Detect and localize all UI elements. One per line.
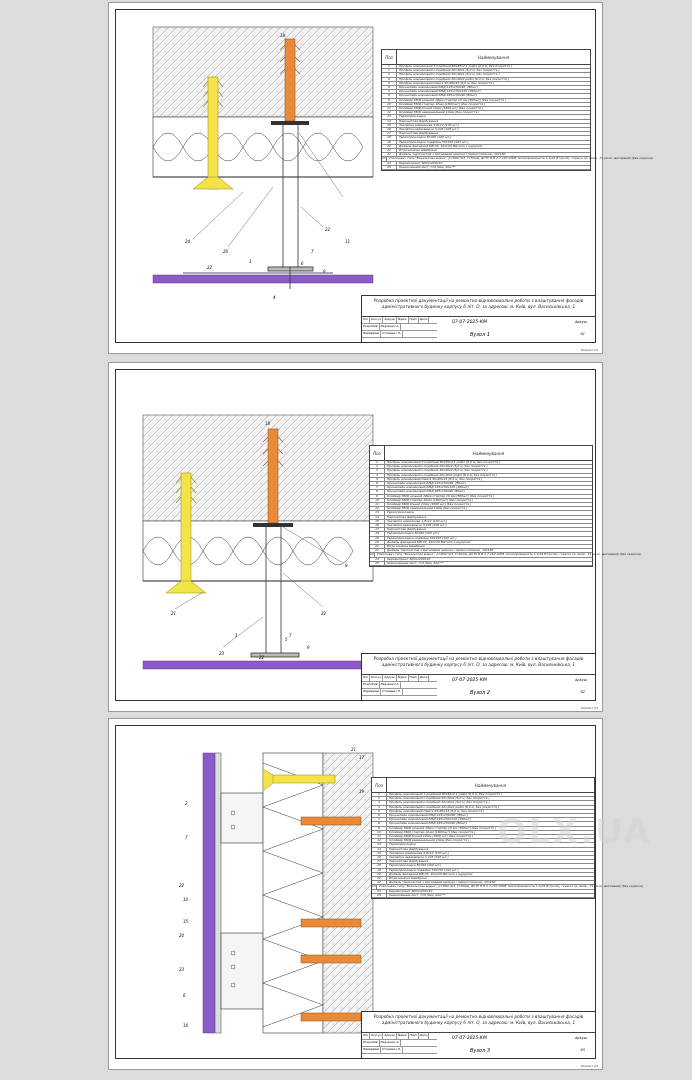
callout-label: 22 <box>259 655 265 660</box>
drawing-sheet-2 <box>108 362 642 712</box>
spec-row-number: 21 <box>382 149 397 152</box>
callout-label: 21 <box>351 747 357 752</box>
callout-label: 11 <box>345 239 351 244</box>
stamp-col: Кол.уч <box>371 317 382 321</box>
spec-row-name: Термопрокладка 50х60 (100 шт.) <box>389 863 442 868</box>
node-3-drawing <box>123 733 373 1033</box>
spec-row-number: 14 <box>372 848 387 851</box>
stamp-col: Підп <box>409 317 417 321</box>
callout-label: 7 <box>311 249 314 254</box>
spec-row-number: 1 <box>382 65 397 68</box>
spec-row-number: 11 <box>370 503 385 506</box>
spec-row-name: Профіль алюмінієвий L-подібний 20х40х2 рифл (6,0 м, без покриття ) <box>389 804 499 809</box>
callout-label: 18 <box>265 421 271 426</box>
spec-row-name: Профіль алюмінієвий Омега 50х85х15 (6,0 м, без покриття ) <box>399 80 495 85</box>
spec-row-name: Паронитова фарбування <box>399 118 439 123</box>
developed-label: Розробив <box>363 324 378 328</box>
watermark-logo: OLX.UA <box>497 812 652 852</box>
callout-label: 6 <box>301 261 304 266</box>
spec-row-name: Термопрокладка подвійна 50х150 (100 шт.) <box>389 867 459 872</box>
spec-row-name: Кляймер КМД стартер 10мм (1800 шт) (без покриття ) <box>387 497 474 502</box>
node-2-drawing <box>123 377 373 667</box>
spec-row-name: Дюбель тарілчастий з металевим цвяхом і термоголовкою, 10х160 <box>389 880 496 885</box>
spec-row-name: Профіль алюмінієвий L-подібний 20х40х2 (6,0 м, без покриття ) <box>399 68 500 73</box>
spec-row <box>370 562 592 566</box>
callout-label: 20 <box>223 249 229 254</box>
spec-row-name: Паронитова фарбування <box>387 514 427 519</box>
callout-label: 6 <box>183 993 186 998</box>
spec-row-name: Кляймер КМД стартер 10мм (1800 шт) (без покриття ) <box>399 101 486 106</box>
spec-row-name: Кляймер КМД бічний 10мм (1800 шт) (без покриття ) <box>399 106 484 111</box>
drawing-sheet-3 <box>108 718 644 1070</box>
spec-row-number: 19 <box>372 869 387 872</box>
spec-row-number: 22 <box>372 881 387 884</box>
callout-label: 10 <box>183 897 189 902</box>
callout-label: 9 <box>307 645 310 650</box>
spec-row-number: 14 <box>382 120 397 123</box>
doc-code: 07-07-2025-КМ <box>452 678 487 683</box>
spec-row-name: Профіль алюмінієвий Т-подібний 80х55х2,1 рифл (6,0 м, без покриття ) <box>399 64 513 68</box>
spec-row-name: Профіль алюмінієвий L-подібний 20х40х2 рифл (6,0 м, без покриття ) <box>387 472 497 477</box>
spec-row-name: Дюбель фасадний МВ-33, 10х120 Металл з шурупом <box>387 539 471 544</box>
sheet-number: 63 <box>580 1048 585 1052</box>
spec-row-number: 15 <box>370 520 385 523</box>
project-title: Розробка проектної документації на ремонтно-відновлювальні роботи з влаштування фасадів адміністративного будинку корпусу 6 літ. О, за адресою: м. Київ, вул. Васильківська, 1 <box>373 1014 584 1025</box>
callout-label: 23 <box>179 967 185 972</box>
spec-row-name: Кронштейн алюмінієвий КМД 145х150х90, (80шт) <box>389 813 468 818</box>
callout-label: 21 <box>171 611 177 616</box>
spec-row-name: Термопрокладка <box>389 842 416 847</box>
spec-row-number: 18 <box>382 136 397 139</box>
stamp-table <box>362 1032 437 1054</box>
spec-row-name: Кляймер КМД бічний 10мм (1800 шт) (без покриття ) <box>387 502 472 507</box>
spec-row-number: 3 <box>382 73 397 76</box>
spec-name-header: Найменування <box>478 54 509 60</box>
spec-row-name: Керамограніт 600х1200х10 <box>387 556 431 561</box>
node-title: Вузол 2 <box>470 690 491 696</box>
spec-name-header: Найменування <box>473 450 504 456</box>
checked-label: Перевірив <box>363 331 380 335</box>
spec-row-number: 6 <box>372 814 387 817</box>
spec-row-name: Термопрокладка 50х60 (100 шт.) <box>387 531 440 536</box>
spec-row-name: Утеплювач типу "Базальтова вовна", р=80кг/м3, t=50мм, ДСТУ Б В.2.7-167:2008 теплопровідність λ 0,04 Вт/(м•К), горюча гр. випр. -Т1 розп. (вогневий) (без окраски) <box>376 552 642 557</box>
spec-row-name: Профіль алюмінієвий L-подібний 20х40х2 (6,0 м, без покриття ) <box>387 464 488 469</box>
developer-name: Радченко А. <box>380 324 400 328</box>
spec-row-name: Заклепка нержавіюча 3,2х8 (100 шт.) <box>389 855 449 860</box>
spec-row-number: 7 <box>370 486 385 489</box>
sheet-number: 62 <box>580 690 585 694</box>
stamp-table <box>362 316 437 338</box>
sheet-number: 61 <box>580 332 585 336</box>
spec-row-number: 19 <box>370 537 385 540</box>
spec-rows <box>370 460 642 566</box>
spec-row-name: Кронштейн алюмінієвий КМД 185х150х90 (80шт) <box>387 489 465 494</box>
spec-row-number: 20 <box>370 541 385 544</box>
spec-row-number: 7 <box>382 90 397 93</box>
spec-row-number: 8 <box>370 490 385 493</box>
spec-row-number: 17 <box>372 860 387 863</box>
spec-row-name: Паронитове фарбування <box>399 131 439 136</box>
spec-row-name: Кляймер КМД завершальний 10мм (без покриття ) <box>399 110 480 115</box>
spec-row-name: Кляймер КМД цільний 18мм стартер 10 мм (500шт) (без покриття ) <box>399 97 507 102</box>
spec-row-name: Термопрокладка <box>387 510 414 515</box>
spec-row-number: 12 <box>382 111 397 114</box>
spec-row-name: Дюбель фасадний МВ-33, 10х120 Металл з шурупом <box>399 143 483 148</box>
spec-row-name: Кляймер КМД цільний 18мм стартер 10 мм (500шт) (без покриття ) <box>387 493 495 498</box>
spec-row-name: Керамограніт 600х1200х10 <box>389 888 433 893</box>
spec-row-name: Паронитове фарбування <box>387 527 427 532</box>
stamp-col: Дата <box>419 317 428 321</box>
spec-row-name: Кляймер КМД завершальний 10мм (без покриття ) <box>389 838 470 843</box>
spec-row-name: Кронштейн алюмінієвий КМД 145х150х90, (80шт) <box>387 481 466 486</box>
spec-row-number: 25 <box>372 894 387 897</box>
spec-row-number: 24 <box>370 558 385 561</box>
developed-label: Розробив <box>363 1040 378 1044</box>
callout-label: 16 <box>183 1023 189 1028</box>
spec-row-number: 11 <box>382 107 397 110</box>
callout-label: 7 <box>185 835 188 840</box>
spec-row-number: 21 <box>370 545 385 548</box>
checker-name: Стасевич Н. <box>382 689 401 693</box>
spec-row-name: Профіль алюмінієвий Т-подібний 80х55х2,1 рифл (6,0 м, без покриття ) <box>387 460 501 464</box>
callout-label: 24 <box>185 239 191 244</box>
doc-code: 07-07-2025-КМ <box>452 1036 487 1041</box>
spec-row-number: 2 <box>372 797 387 800</box>
stamp-col: Аркуш <box>384 675 395 679</box>
node-title: Вузол 3 <box>470 1048 491 1054</box>
spec-row-number: 7 <box>372 818 387 821</box>
spec-row-number: 16 <box>372 856 387 859</box>
node-1-drawing <box>123 17 368 300</box>
sheet-label: Аркуш <box>574 1036 587 1040</box>
spec-row-number: 22 <box>382 153 397 156</box>
callout-label: 19 <box>359 789 365 794</box>
stamp-col: №док <box>397 675 407 679</box>
specification-table-1 <box>381 49 654 171</box>
spec-row-name: Керамограніт 600х1200х10 <box>399 160 443 165</box>
spec-row-name: Профіль алюмінієвий L-подібний 20х40х2 (6,0 м, без покриття ) <box>389 796 490 801</box>
spec-row-number: 8 <box>372 822 387 825</box>
spec-row-number: 23 <box>372 884 376 889</box>
spec-row-name: Вітрозахисна мембрана <box>387 544 425 549</box>
title-block-1 <box>361 295 596 343</box>
spec-row-name: Кронштейн алюмінієвий КМД 145х150х120 (190шт) <box>399 89 481 94</box>
developer-name: Радченко А. <box>380 1040 400 1044</box>
spec-row-number: 22 <box>370 549 385 552</box>
drawing-sheet-1 <box>108 2 654 354</box>
spec-row-name: Кронштейн алюмінієвий КМД 145х150х90, (80шт) <box>399 85 478 90</box>
callout-label: 2 <box>185 801 188 806</box>
stamp-col: Ніл <box>363 675 369 679</box>
spec-row-number: 8 <box>382 94 397 97</box>
specification-table-2 <box>369 445 642 567</box>
spec-row-name: Профіль алюмінієвий L-подібний 40х40х2 (6,0 м, без покриття ) <box>389 800 490 805</box>
spec-row-name: Профіль алюмінієвий L-подібний 20х40х2 рифл (6,0 м, без покриття ) <box>399 76 509 81</box>
spec-row-name: Кляймер КМД завершальний 10мм (без покриття ) <box>387 506 468 511</box>
spec-row-name: Дюбель фасадний МВ-33, 10х120 Металл з шурупом <box>389 871 473 876</box>
callout-label: 20 <box>179 933 185 938</box>
spec-row-number: 13 <box>370 511 385 514</box>
spec-row-name: Профіль алюмінієвий Т-подібний 80х55х2,1 рифл (6,0 м, без покриття ) <box>389 792 503 796</box>
spec-row-number: 3 <box>372 801 387 804</box>
spec-row-number: 3 <box>370 469 385 472</box>
sheet-label: Аркуш <box>574 320 587 324</box>
spec-row-number: 13 <box>382 115 397 118</box>
spec-row-number: 23 <box>382 156 386 161</box>
project-title: Розробка проектної документації на ремонтно-відновлювальні роботи з влаштування фасадів адміністративного будинку корпусу 6 літ. О, за адресою: м. Київ, вул. Васильківська, 1 <box>373 298 584 309</box>
stamp-col: Дата <box>419 1033 428 1037</box>
spec-row-number: 14 <box>370 516 385 519</box>
spec-row-name: Кронштейн алюмінієвий КМД 145х150х120 (190шт) <box>387 485 469 490</box>
callout-label: 5 <box>285 637 288 642</box>
spec-row-name: Термопрокладка <box>399 114 426 119</box>
format-label: Формат А3 <box>580 348 598 352</box>
callout-label: 4 <box>273 295 276 300</box>
stamp-col: №док <box>397 317 407 321</box>
spec-row-number: 4 <box>382 78 397 81</box>
spec-row <box>382 166 590 170</box>
doc-code: 07-07-2025-КМ <box>452 320 487 325</box>
spec-row-name: Заклепка алюмінієва 4,8х12 (100 шт.) <box>387 518 448 523</box>
callout-label: 18 <box>280 33 286 38</box>
stamp-col: Підп <box>409 1033 417 1037</box>
stamp-col: Ніл <box>363 1033 369 1037</box>
spec-row-name: Профіль алюмінієвий Омега 50х85х15 (6,0 м, без покриття ) <box>389 808 485 813</box>
spec-row-name: Дюбель тарілчастий з металевим цвяхом і термоголовкою, 10х160 <box>399 152 506 157</box>
spec-row-number: 1 <box>370 461 385 464</box>
callout-label: 23 <box>219 651 225 656</box>
spec-row-number: 15 <box>372 852 387 855</box>
spec-row-number: 18 <box>372 864 387 867</box>
spec-row-number: 19 <box>382 141 397 144</box>
checker-name: Стасевич Н. <box>382 1047 401 1051</box>
spec-name-header: Найменування <box>475 782 506 788</box>
callout-label: 22 <box>179 883 185 888</box>
spec-row-name: Утеплювач типу "Базальтова вовна", р=80кг/м3, t=50мм, ДСТУ Б В.2.7-167:2008 теплопровідність λ 0,04 Вт/(м•К), горюча гр. випр. -Т1 розп. (вогневий) (без окраски) <box>378 884 644 889</box>
spec-row-number: 16 <box>382 128 397 131</box>
spec-row-name: Заклепка алюмінієва 4,8х12 (100 шт.) <box>389 850 450 855</box>
spec-row-name: Заклепка нержавіюча 3,2х8 (100 шт.) <box>399 127 459 132</box>
spec-row-number: 17 <box>370 528 385 531</box>
spec-row-number: 9 <box>370 495 385 498</box>
spec-row-name: Кляймер КМД бічний 10мм (1800 шт) (без покриття ) <box>389 834 474 839</box>
spec-row-name: Кронштейн алюмінієвий КМД 185х150х90 (80шт) <box>389 821 467 826</box>
checked-label: Перевірив <box>363 1047 380 1051</box>
format-label: Формат А3 <box>580 706 598 710</box>
sheet-label: Аркуш <box>574 678 587 682</box>
callout-label: 7 <box>289 633 292 638</box>
project-title: Розробка проектної документації на ремонтно-відновлювальні роботи з влаштування фасадів адміністративного будинку корпусу 6 літ. О, за адресою: м. Київ, вул. Васильківська, 1 <box>373 656 584 667</box>
spec-row-number: 1 <box>372 793 387 796</box>
spec-row-number: 10 <box>382 103 397 106</box>
spec-pos-header: Поз <box>370 446 385 460</box>
spec-row-number: 5 <box>372 810 387 813</box>
stamp-table <box>362 674 437 696</box>
spec-row-number: 20 <box>372 873 387 876</box>
spec-row-number: 6 <box>370 482 385 485</box>
spec-row-name: Кляймер КМД цільний 18мм стартер 10 мм (500шт) (без покриття ) <box>389 825 497 830</box>
spec-row-number: 11 <box>372 835 387 838</box>
spec-row-number: 24 <box>382 162 397 165</box>
spec-row-name: Вітрозахисна мембрана <box>389 876 427 881</box>
developer-name: Радченко А. <box>380 682 400 686</box>
spec-row <box>372 894 594 898</box>
spec-row-number: 23 <box>370 552 374 557</box>
callout-label: 15 <box>183 919 189 924</box>
checker-name: Стасевич Н. <box>382 331 401 335</box>
callout-label: 22 <box>321 611 327 616</box>
spec-row-name: Кронштейн алюмінієвий КМД 145х150х120 (190шт) <box>389 817 471 822</box>
spec-row-name: Кронштейн алюмінієвий КМД 185х150х90 (80шт) <box>399 93 477 98</box>
stamp-col: №док <box>397 1033 407 1037</box>
callout-label: 9 <box>323 269 326 274</box>
spec-row-number: 12 <box>372 839 387 842</box>
spec-row-name: Кляймер КМД стартер 10мм (1800 шт) (без покриття ) <box>389 829 476 834</box>
spec-row-name: Дюбель тарілчастий з металевим цвяхом і термоголовкою, 10х160 <box>387 548 494 553</box>
spec-row-name: Оцинкований лист, t=0,5мм, RAL*** <box>389 892 446 897</box>
developed-label: Розробив <box>363 682 378 686</box>
spec-row-name: Заклепка алюмінієва 4,8х12 (100 шт.) <box>399 122 460 127</box>
spec-row-name: Профіль алюмінієвий L-подібний 40х40х2 (6,0 м, без покриття ) <box>399 72 500 77</box>
spec-row-number: 9 <box>372 827 387 830</box>
spec-row-name: Вітрозахисна мембрана <box>399 148 437 153</box>
title-block-2 <box>361 653 596 701</box>
spec-row-number: 5 <box>370 478 385 481</box>
spec-row-number: 21 <box>372 877 387 880</box>
stamp-col: Аркуш <box>384 317 395 321</box>
spec-row-number: 16 <box>370 524 385 527</box>
spec-row-number: 4 <box>372 806 387 809</box>
spec-row-name: Паронитове фарбування <box>389 859 429 864</box>
spec-rows <box>382 64 654 170</box>
spec-row-number: 20 <box>382 145 397 148</box>
spec-row-name: Оцинкований лист, t=0,5мм, RAL*** <box>387 560 444 565</box>
spec-row-number: 10 <box>370 499 385 502</box>
format-label: Формат А3 <box>580 1064 598 1068</box>
callout-label: 22 <box>207 265 213 270</box>
spec-row-number: 2 <box>370 465 385 468</box>
spec-row-name: Профіль алюмінієвий L-подібний 40х40х2 (6,0 м, без покриття ) <box>387 468 488 473</box>
checked-label: Перевірив <box>363 689 380 693</box>
spec-pos-header: Поз <box>372 778 387 792</box>
stamp-col: Кол.уч <box>371 1033 382 1037</box>
callout-label: 1 <box>235 633 238 638</box>
spec-pos-header: Поз <box>382 50 397 64</box>
spec-row-name: Утеплювач типу "Базальтова вовна", р=80кг/м3, t=50мм, ДСТУ Б В.2.7-167:2008 теплопровідність λ 0,04 Вт/(м•К), горюча гр. випр. -Т1 розп. (вогневий) (без окраски) <box>388 156 654 161</box>
spec-row-number: 9 <box>382 99 397 102</box>
spec-row-name: Термопрокладка подвійна 50х150 (100 шт.) <box>399 139 469 144</box>
spec-row-number: 24 <box>372 890 387 893</box>
callout-label: 8 <box>345 563 348 568</box>
spec-row-number: 12 <box>370 507 385 510</box>
spec-row-name: Термопрокладка подвійна 50х150 (100 шт.) <box>387 535 457 540</box>
spec-row-name: Термопрокладка 50х60 (100 шт.) <box>399 135 452 140</box>
spec-row-number: 10 <box>372 831 387 834</box>
spec-row-number: 13 <box>372 843 387 846</box>
callout-label: 17 <box>359 755 365 760</box>
stamp-col: Аркуш <box>384 1033 395 1037</box>
callout-label: 1 <box>249 259 252 264</box>
node-title: Вузол 1 <box>470 332 491 338</box>
spec-row-number: 18 <box>370 532 385 535</box>
spec-row-name: Паронитова фарбування <box>389 846 429 851</box>
spec-row-number: 15 <box>382 124 397 127</box>
spec-row-name: Оцинкований лист, t=0,5мм, RAL*** <box>399 164 456 169</box>
title-block-3 <box>361 1011 596 1059</box>
spec-row-name: Профіль алюмінієвий Омега 50х85х15 (6,0 м, без покриття ) <box>387 476 483 481</box>
spec-row-number: 2 <box>382 69 397 72</box>
spec-row-number: 4 <box>370 474 385 477</box>
stamp-col: Кол.уч <box>371 675 382 679</box>
spec-row-number: 6 <box>382 86 397 89</box>
stamp-col: Ніл <box>363 317 369 321</box>
stamp-col: Підп <box>409 675 417 679</box>
spec-row-name: Заклепка нержавіюча 3,2х8 (100 шт.) <box>387 523 447 528</box>
spec-row-number: 25 <box>382 166 397 169</box>
spec-row-number: 17 <box>382 132 397 135</box>
spec-row-number: 5 <box>382 82 397 85</box>
stamp-col: Дата <box>419 675 428 679</box>
callout-label: 22 <box>325 227 331 232</box>
spec-row-number: 25 <box>370 562 385 565</box>
